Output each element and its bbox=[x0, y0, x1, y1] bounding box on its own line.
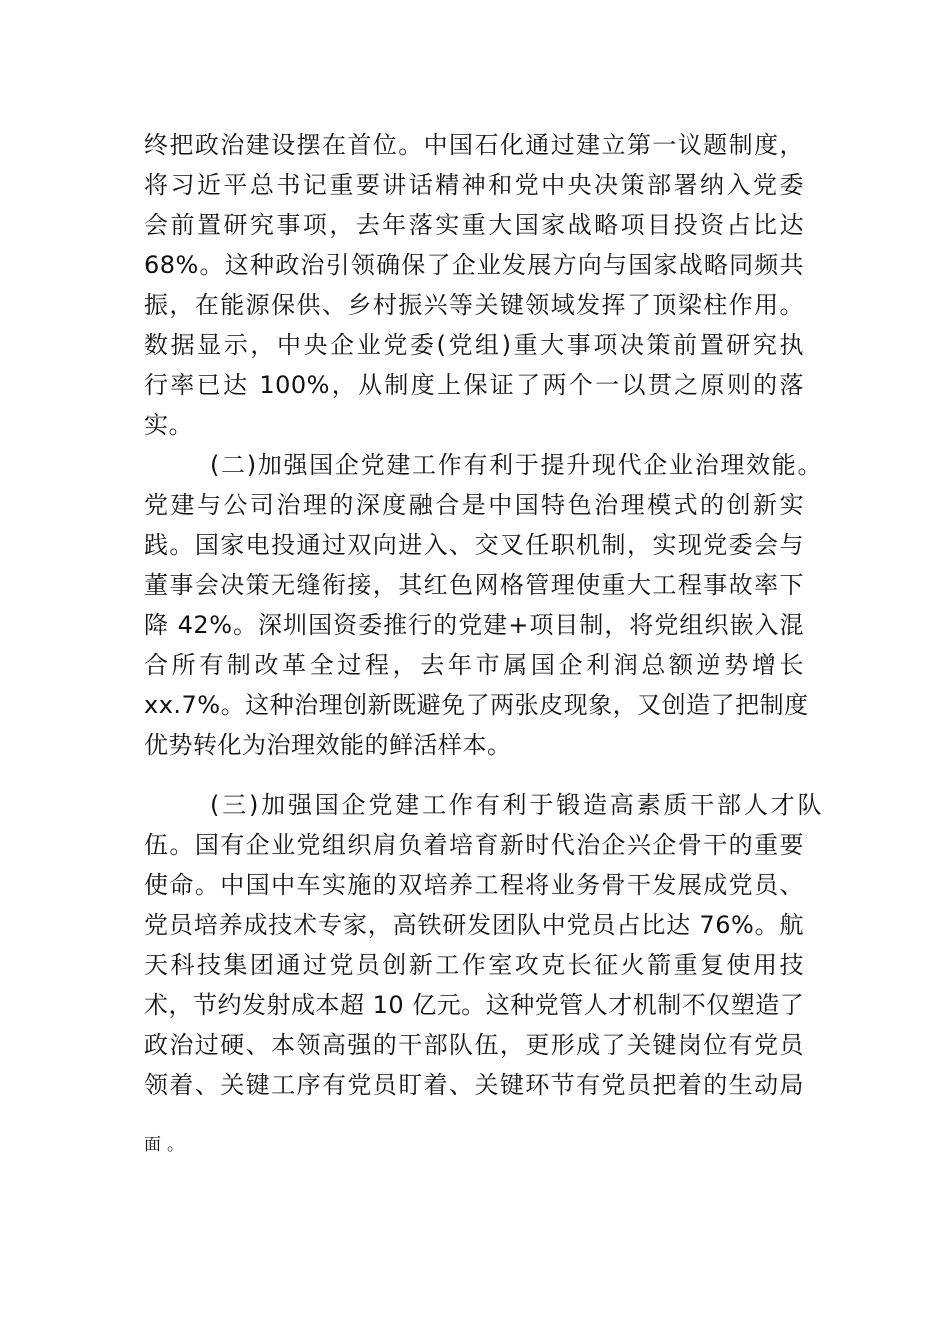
paragraph-1-line-8: 实。 bbox=[144, 411, 193, 439]
paragraph-2-line-4: 董事会决策无缝衔接，其红色网格管理使重大工程事故率下 bbox=[144, 571, 804, 599]
paragraph-2-line-8: 优势转化为治理效能的鲜活样本。 bbox=[144, 731, 512, 759]
paragraph-2-line-7: xx.7%。这种治理创新既避免了两张皮现象，又创造了把制度 bbox=[144, 691, 809, 719]
paragraph-1-line-4: 68%。这种政治引领确保了企业发展方向与国家战略同频共 bbox=[144, 251, 804, 279]
paragraph-3-line-7: 政治过硬、本领高强的干部队伍，更形成了关键岗位有党员 bbox=[144, 1031, 804, 1059]
paragraph-1-line-2: 将习近平总书记重要讲话精神和党中央决策部署纳入党委 bbox=[144, 171, 804, 199]
paragraph-1-line-1: 终把政治建设摆在首位。中国石化通过建立第一议题制度， bbox=[144, 131, 804, 159]
paragraph-3-line-3: 使命。中国中车实施的双培养工程将业务骨干发展成党员、 bbox=[144, 871, 804, 899]
paragraph-3-heading: (三)加强国企党建工作有利于锻造高素质干部人才队 bbox=[210, 791, 822, 819]
paragraph-2-heading: (二)加强国企党建工作有利于提升现代企业治理效能。 bbox=[210, 451, 822, 479]
paragraph-3-line-9: 面。 bbox=[144, 1135, 190, 1155]
paragraph-2-line-3: 践。国家电投通过双向进入、交叉任职机制，实现党委会与 bbox=[144, 531, 804, 559]
paragraph-1-line-3: 会前置研究事项，去年落实重大国家战略项目投资占比达 bbox=[144, 211, 804, 239]
paragraph-2-line-6: 合所有制改革全过程，去年市属国企利润总额逆势增长 bbox=[144, 651, 804, 679]
paragraph-3-line-5: 天科技集团通过党员创新工作室攻克长征火箭重复使用技 bbox=[144, 951, 804, 979]
paragraph-2-line-5: 降 42%。深圳国资委推行的党建+项目制，将党组织嵌入混 bbox=[144, 611, 804, 639]
paragraph-1-line-6: 数据显示，中央企业党委(党组)重大事项决策前置研究执 bbox=[144, 331, 804, 359]
paragraph-3-line-4: 党员培养成技术专家，高铁研发团队中党员占比达 76%。航 bbox=[144, 911, 804, 939]
paragraph-3-line-2: 伍。国有企业党组织肩负着培育新时代治企兴企骨干的重要 bbox=[144, 831, 804, 859]
paragraph-3-line-6: 术，节约发射成本超 10 亿元。这种党管人才机制不仅塑造了 bbox=[144, 991, 805, 1019]
paragraph-3-line-8: 领着、关键工序有党员盯着、关键环节有党员把着的生动局 bbox=[144, 1071, 804, 1099]
paragraph-1-line-7: 行率已达 100%，从制度上保证了两个一以贯之原则的落 bbox=[144, 371, 804, 399]
paragraph-2-line-2: 党建与公司治理的深度融合是中国特色治理模式的创新实 bbox=[144, 491, 804, 519]
paragraph-1-line-5: 振，在能源保供、乡村振兴等关键领域发挥了顶梁柱作用。 bbox=[144, 291, 804, 319]
